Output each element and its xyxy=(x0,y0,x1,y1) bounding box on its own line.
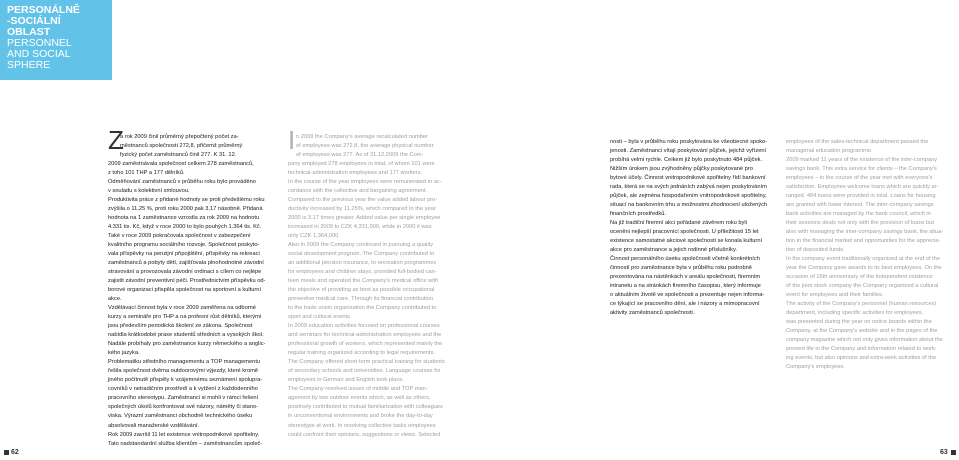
text-line: present life in the Company and information related to work- xyxy=(786,346,937,353)
text-line: cordance with the collective and bargaining agreement. xyxy=(288,188,428,195)
text-line: situací na bankovním trhu a možnostmi zhodnocení uložených xyxy=(610,202,768,209)
text-line: vala příspěvky na penzijní připojištění, příspěvky na rekreaci xyxy=(108,251,260,258)
text-line: 4.331 tis. Kč, když v roce 2000 to bylo pouhých 1.364 tis. Kč. xyxy=(108,224,262,231)
text-line: Vzdělávací činnost byla v roce 2009 zaměřena na odborné xyxy=(108,305,256,312)
text-line: The Company offered short-term practical training for students xyxy=(288,359,445,366)
text-line: akce. xyxy=(108,296,122,303)
text-line: společných úkolů konfrontovat své názory, náměty či stano- xyxy=(108,404,259,411)
text-line: fyzický počet zaměstnanců činil 277. K 31. 12. xyxy=(120,152,237,159)
text-line: akce pro zaměstnance a jejich rodinné příslušníky. xyxy=(610,247,737,254)
text-line: finančních prostředků. xyxy=(610,211,666,218)
text-line: 2000 is 3.17 times greater. Added value per single employee xyxy=(288,215,441,222)
dropcap-en: I xyxy=(288,125,296,155)
text-line: sport and cultural events. xyxy=(288,314,352,321)
text-line: kurzy a semináře pro THP a na profesní růst dělníků, kterými xyxy=(108,314,262,321)
text-line: was presented during the year on notice boards within the xyxy=(786,319,932,326)
text-line: The activity of the Company's personnel (human resources) xyxy=(786,301,937,308)
dropcap-cz: Z xyxy=(108,125,124,155)
text-line: kého jazyka. xyxy=(108,350,140,357)
text-line: aktivity zaměstnanců společnosti. xyxy=(610,310,695,317)
text-line: The Company resolved issues of middle and TOP man- xyxy=(288,386,428,393)
text-line: nosti – byla v průběhu roku poskytována ke všeobecné spoko- xyxy=(610,139,768,145)
text-line: of the joint stock company the Company organized a cultural xyxy=(786,283,939,290)
text-line: a rok 2009 činil průměrný přepočtený počet za- xyxy=(120,134,239,140)
text-line: jenosti. Zaměstnanci vítají poskytování půjček, jejichž vyřízení xyxy=(610,148,767,155)
text-line: n 2009 the Company's average recalculated number xyxy=(296,134,428,140)
text-line: of employees was 272.8, the average physical number xyxy=(296,143,434,150)
text-line: hodnota na 1 zaměstnance vzrostla za rok 2009 na hodnotu xyxy=(108,215,260,222)
text-line: Company's employees. xyxy=(786,364,845,371)
text-line: činností pro zaměstnance byla v průběhu roku podrobně xyxy=(610,265,752,272)
text-line: of employees was 277. As of 31.12.2009 the Com- xyxy=(296,152,424,159)
text-line: jiného počítnutě přispěly k vzájemnému seznámení spolupra- xyxy=(108,377,263,384)
page-marker-right xyxy=(951,450,956,455)
text-line: Problematiku středního managementu a TOP managementu xyxy=(108,359,261,366)
text-line: preventive medical care. Through its financial contribution xyxy=(288,296,434,303)
text-line: of secondary schools and universities. Language courses for xyxy=(288,368,441,375)
text-line: in unconventional environments and broke the day-to-day xyxy=(288,413,433,420)
text-line: ranged. 484 loans were provided in total. Loans for housing xyxy=(786,193,936,200)
text-line: z toho 101 THP a 177 dělníků. xyxy=(108,170,185,177)
text-line: 2009 marked 11 years of the existence of the inter-company xyxy=(786,157,938,164)
text-line: stereotype at work. In resolving collective tasks employees xyxy=(288,422,436,429)
text-line: pany employed 278 employees in total, of whom 101 were xyxy=(288,161,435,168)
text-line: borové organizaci přispěla společnost na sportovní a kulturní xyxy=(108,287,262,294)
text-line: stravování a provozovala závodní ordinaci s cílem co nejlépe xyxy=(108,269,262,276)
text-line: savings bank. This extra service for clients – the Company's xyxy=(786,166,937,173)
title-en-line-3: SPHERE xyxy=(7,59,51,71)
text-line: Compared to the previous year the value added labour pro- xyxy=(288,197,438,204)
text-line: bank activities are managed by the bank council, which in xyxy=(786,211,931,218)
text-line: intranetu a na stránkách firemního časopisu, který informuje xyxy=(610,283,761,290)
text-line: tion of deposited funds. xyxy=(786,247,845,254)
page-number-right: 63 xyxy=(940,449,948,456)
text-line: occasion of 15th anniversary of the independent existence xyxy=(786,274,933,281)
text-line: department, including specific activities for employees, xyxy=(786,310,924,317)
text-line: also with managing the inter-company savings bank, the situa- xyxy=(786,229,944,236)
text-line: viska. Výrazní zaměstnanci obchodně technického úseku xyxy=(108,413,253,420)
text-line: positively contributed to mutual familiarization with colleagues xyxy=(288,404,443,411)
text-line: employees in German and English took place. xyxy=(288,377,405,384)
text-line: jsou především periodická školení ze zákona. Společnost xyxy=(108,323,253,330)
text-line: řešila společnost dvěma outdoorovými výjezdy, které kromě xyxy=(108,368,259,375)
text-line: kvalitního programu sociálního rozvoje. Společnost poskyto- xyxy=(108,242,260,249)
text-line: their sessions deals not only with the provision of loans but xyxy=(786,220,934,227)
title-cz-line-3: OBLAST xyxy=(7,26,51,38)
text-line: In the company event traditionally organized at the end of the xyxy=(786,256,940,263)
text-line: probíhá velmi rychle. Celkem již bylo poskytnuto 484 půjček. xyxy=(610,157,763,164)
text-line: ing events, but also opinions and extra-work activities of the xyxy=(786,355,937,362)
text-line: ductivity increased by 11.25%, which compared to the year xyxy=(288,206,436,213)
text-line: covníků v netradičním prostředí a k vytžení z každodenního xyxy=(108,386,258,393)
text-line: Také v roce 2009 pokračovala společnost v zabezpečení xyxy=(108,233,251,240)
text-line: zaměstnanců a pobyty dětí, zajišťovala plnohodnotné závodní xyxy=(108,260,264,267)
text-line: prezentována na nástěnkách v areálu společnosti, firemním xyxy=(610,274,761,281)
text-line: tion in the financial market and opportunities for the apprecia- xyxy=(786,238,941,245)
section-title-box xyxy=(0,0,112,80)
text-line: company magazine which not only gives information about the xyxy=(786,337,943,344)
text-line: Company, at the Company's website and in the pages of the xyxy=(786,328,938,335)
column-cz-left xyxy=(108,133,284,449)
text-line: to the trade union organization the Company contributed to xyxy=(288,305,437,312)
title-en-line-1: PERSONNEL xyxy=(7,37,72,49)
title-cz-line-1: PERSONÁLNĚ xyxy=(7,4,80,16)
text-line: are granted with lower interest. The inter-company savings xyxy=(786,202,934,209)
text-line: Odměňování zaměstnanců v průběhu roku bylo prováděno xyxy=(108,179,256,186)
text-line: In 2009 education activities focused on professional courses xyxy=(288,323,440,330)
text-line: only CZK 1,364,000. xyxy=(288,233,340,240)
text-line: event for employees and their families. xyxy=(786,292,884,299)
text-line: Produktivita práce z přidané hodnoty se proti předešlému roku xyxy=(108,197,265,204)
text-line: zvýšila o 11,25 %, proti roku 2000 pak 3,17 násobně. Přidaná xyxy=(108,206,263,213)
text-line: bytové účely. Činnost vnitropodnikové spořitelny řídí bankovní xyxy=(610,175,766,182)
text-line: v souladu s kolektivní smlouvou. xyxy=(108,188,190,195)
text-line: and seminars for technical-administration employees and the xyxy=(288,332,442,339)
text-line: absolvovali manažerské vzdělávání. xyxy=(108,422,200,429)
text-line: nabídla krátkodobé praxe studentů středních a vysokých škol. xyxy=(108,332,264,339)
title-en-line-2: AND SOCIAL xyxy=(7,48,71,60)
text-line: Na již tradiční firemní akci pořádané závěrem roku byli xyxy=(610,220,747,227)
page-marker-left xyxy=(4,450,9,455)
text-line: agement by two outdoor events which, as well as others, xyxy=(288,395,431,402)
text-line: year the Company gave awards to its best employees. On the xyxy=(786,265,942,272)
text-line: pracovního stereotypu. Zaměstnanci si mohli v rámci řešení xyxy=(108,395,259,402)
text-line: Nižším úrokem jsou zvýhodněny půjčky poskytované pro xyxy=(610,166,753,173)
text-line: In the course of the year employees were remunerated in ac- xyxy=(288,179,442,186)
text-line: social development program. The Company contributed to xyxy=(288,251,435,258)
text-line: managerial education programme. xyxy=(786,148,873,155)
text-line: existence samostatné akciové společnosti se konala kulturní xyxy=(610,238,763,245)
text-line: for employees and children stays, provided full-bodied can- xyxy=(288,269,437,276)
text-line: an additional pension insurance, to recreation programmes xyxy=(288,260,437,267)
column-en-right xyxy=(786,138,956,372)
text-line: 2009 zaměstnávala společnost celkem 278 zaměstnanců, xyxy=(108,161,254,168)
column-en-left xyxy=(288,133,456,440)
text-line: the objective of providing as best as possible occupational xyxy=(288,287,435,294)
text-line: ce týkající se pracovního dění, ale i názory a mimopracovní xyxy=(610,301,760,308)
text-line: increased in 2009 to CZK 4,331,000, while in 2000 it was xyxy=(288,224,432,231)
text-line: oceněni nejlepší pracovníci společnosti. U příležitosti 15 let xyxy=(610,229,759,236)
text-line: rada, která se na svých jednáních zabývá nejen poskytováním xyxy=(610,184,767,191)
text-line: professional growth of workers, which represented mainly the xyxy=(288,341,443,348)
page-number-left: 62 xyxy=(11,449,19,456)
text-line: could confront their opinions, suggestions or views. Selected xyxy=(288,431,441,438)
text-line: employees – in the course of the year met with everyone's xyxy=(786,175,933,182)
text-line: Also in 2009 the Company continued in pursuing a quality xyxy=(288,242,434,249)
text-line: Činnost personálního úseku společnosti včetně konkrétních xyxy=(610,256,760,263)
text-line: teen meals and operated the Company's medical office with xyxy=(288,278,439,285)
text-line: o aktuálním životě ve společnosti a prezentuje nejen informa- xyxy=(610,292,765,299)
text-line: Nadále probíhaly pro zaměstnance kurzy německého a anglic- xyxy=(108,341,266,348)
text-line: technical-administration employees and 177 workers. xyxy=(288,170,423,177)
title-cz-line-2: -SOCIÁLNÍ xyxy=(7,15,61,27)
text-line: satisfaction. Employees welcome loans which are quickly ar- xyxy=(786,184,939,191)
text-line: Rok 2009 završil 11 let existence vnitropodnikové spořitelny. xyxy=(108,431,260,438)
text-line: employees of the sales-technical department passed the xyxy=(786,139,929,145)
text-line: Tato nadstandardní služba klientům – zaměstnancům společ- xyxy=(108,440,263,447)
text-line: regular training organized according to legal requirements. xyxy=(288,350,436,357)
text-line: zajistit závodní preventivní péči. Prostřednictvím příspěvku od- xyxy=(108,278,266,285)
text-line: městnanců společnosti 272,8, přičemž průměrný xyxy=(120,143,243,150)
text-line: půjček, ale zejména hospodařením vnitropodnikové spořitelny, xyxy=(610,193,767,200)
column-cz-right xyxy=(610,138,780,318)
